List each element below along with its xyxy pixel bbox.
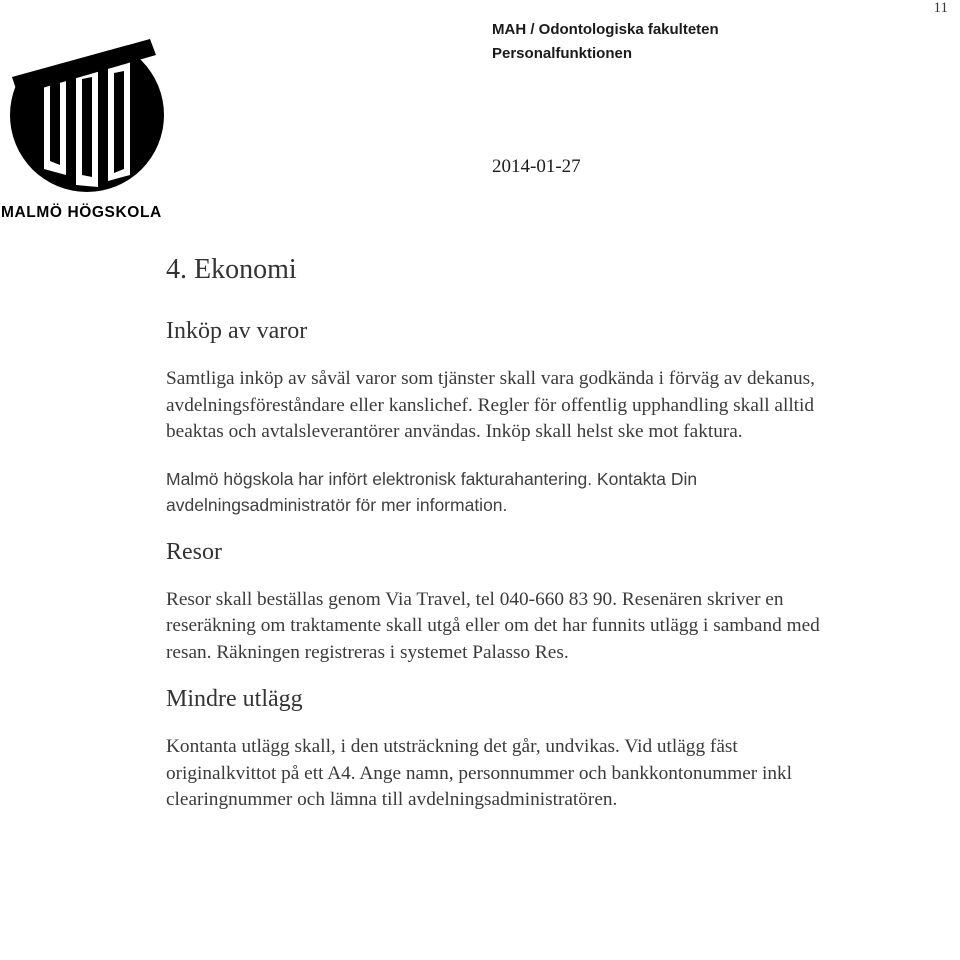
subsection-heading-mindre-utlagg: Mindre utlägg [166, 686, 303, 712]
paragraph-inkop: Samtliga inköp av såväl varor som tjänster skall vara godkända i förväg av dekanus, avdelningsföreståndare eller kanslichef. Regler för offentlig upphandling skall alltid beaktas och avtalsleverantörer användas. Inköp skall helst ske mot faktura. [166, 368, 815, 442]
malmo-hogskola-logo [0, 25, 176, 225]
main-content [166, 250, 826, 814]
subsection-heading-resor: Resor [166, 538, 222, 565]
logo-emblem-icon [0, 25, 176, 205]
subsection-heading-inkop: Inköp av varor [166, 318, 308, 344]
paragraph-mindre-utlagg: Kontanta utlägg skall, i den utsträckning det går, undvikas. Vid utlägg fäst originalkvittot på ett A4. Ange namn, personnummer och bankkontonummer inkl clearingnummer och lämna till avdelningsadministratören. [166, 736, 792, 810]
paragraph-fakturahantering: Malmö högskola har infört elektronisk fakturahantering. Kontakta Din avdelningsadministratör för mer information. [166, 468, 698, 515]
page-number: 11 [933, 0, 948, 16]
header-org-line1: MAH / Odontologiska fakulteten [492, 21, 719, 38]
header-date: 2014-01-27 [492, 156, 581, 177]
section-title: 4. Ekonomi [166, 254, 297, 285]
logo-wordmark: MALMÖ HÖGSKOLA [1, 204, 162, 221]
paragraph-resor: Resor skall beställas genom Via Travel, tel 040-660 83 90. Resenären skriver en reseräkning om traktamente skall utgå eller om det har funnits utlägg i samband med resan. Räkningen registreras i systemet Palasso Res. [166, 588, 820, 663]
header-org-line2: Personalfunktionen [492, 45, 633, 62]
